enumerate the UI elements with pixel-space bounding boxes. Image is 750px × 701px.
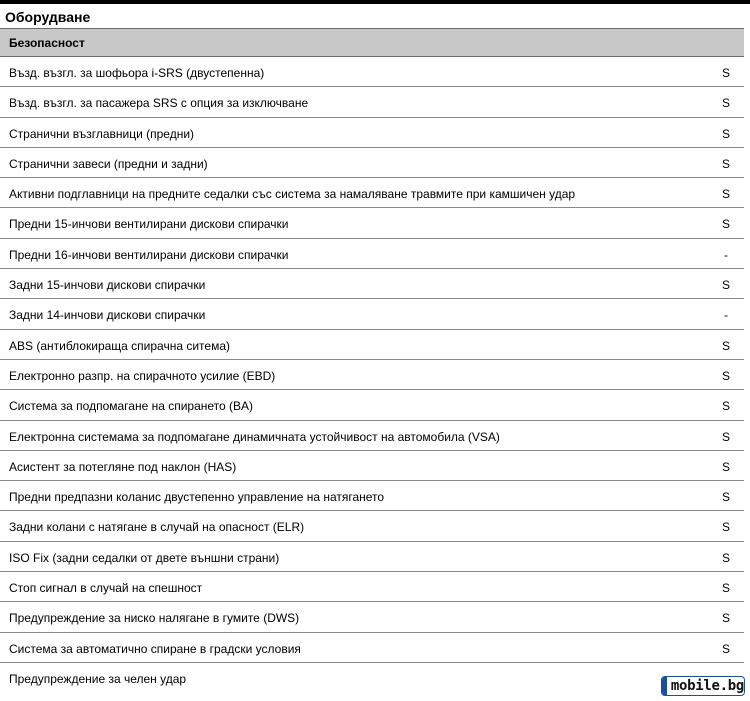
table-row bbox=[0, 481, 744, 511]
row-label: ABS (антиблокираща спирачна ситема) bbox=[9, 338, 230, 353]
row-label: Странични възглавници (предни) bbox=[9, 126, 195, 141]
row-label: Асистент за потегляне под наклон (HAS) bbox=[9, 459, 237, 474]
row-label: Задни 15-инчови дискови спирачки bbox=[9, 278, 206, 293]
table-row bbox=[0, 178, 744, 208]
row-value: S bbox=[721, 581, 730, 596]
table-row bbox=[0, 421, 744, 451]
table-row bbox=[0, 330, 744, 360]
row-value: S bbox=[721, 126, 730, 141]
section-title: Безопасност bbox=[9, 36, 85, 50]
row-value: - bbox=[724, 308, 728, 323]
row-value: S bbox=[721, 459, 730, 474]
equipment-table bbox=[0, 57, 744, 693]
row-value: S bbox=[721, 338, 730, 353]
row-value: - bbox=[724, 247, 728, 262]
row-value: S bbox=[721, 156, 730, 171]
row-label: Система за подпомагане на спирането (BA) bbox=[9, 399, 254, 414]
row-value: S bbox=[721, 520, 730, 535]
logo-bar bbox=[662, 677, 667, 695]
row-label: Предни 15-инчови вентилирани дискови спирачки bbox=[9, 217, 289, 232]
table-row bbox=[0, 360, 744, 390]
row-value: S bbox=[721, 399, 730, 414]
row-label: Възд. възгл. за пасажера SRS с опция за изключване bbox=[9, 96, 309, 111]
row-label: Задни 14-инчови дискови спирачки bbox=[9, 308, 206, 323]
row-label: Предни 16-инчови вентилирани дискови спирачки bbox=[9, 247, 289, 262]
row-value: S bbox=[721, 641, 730, 656]
row-label: ISO Fix (задни седалки от двете външни страни) bbox=[9, 550, 280, 565]
row-value: S bbox=[721, 278, 730, 293]
row-label: Възд. възгл. за шофьора i-SRS (двустепенна) bbox=[9, 66, 265, 80]
row-label: Електронно разпр. на спирачното усилие (EBD) bbox=[9, 368, 276, 383]
table-row bbox=[0, 511, 744, 541]
row-label: Стоп сигнал в случай на спешност bbox=[9, 581, 203, 596]
table-row bbox=[0, 269, 744, 299]
table-row bbox=[0, 148, 744, 178]
table-row bbox=[0, 57, 744, 87]
page-title: Оборудване bbox=[5, 9, 91, 25]
row-label: Електронна системама за подпомагане динамичната устойчивост на автомобила (VSA) bbox=[9, 429, 500, 444]
table-row bbox=[0, 87, 744, 117]
row-value: S bbox=[721, 490, 730, 505]
row-label: Задни колани с натягане в случай на опасност (ELR) bbox=[9, 520, 305, 535]
row-value: S bbox=[721, 611, 730, 626]
table-row bbox=[0, 572, 744, 602]
row-label: Предупреждение за челен удар bbox=[9, 671, 187, 686]
row-label: Система за автоматично спиране в градски условия bbox=[9, 641, 301, 656]
row-value: S bbox=[721, 96, 730, 111]
row-value: S bbox=[721, 66, 730, 80]
table-row bbox=[0, 451, 744, 481]
table-row bbox=[0, 299, 744, 329]
row-label: Предни предпазни коланис двустепенно управление на натягането bbox=[9, 490, 385, 505]
top-rule bbox=[0, 0, 750, 4]
section-header bbox=[0, 28, 744, 57]
row-value: S bbox=[721, 368, 730, 383]
table-row bbox=[0, 663, 744, 693]
mobile-bg-logo bbox=[661, 676, 745, 696]
row-value: S bbox=[721, 550, 730, 565]
row-label: Странични завеси (предни и задни) bbox=[9, 156, 208, 171]
table-row bbox=[0, 390, 744, 420]
row-label: Активни подглавници на предните седалки със система за намаляване травмите при камшичен удар bbox=[9, 187, 576, 202]
table-row bbox=[0, 239, 744, 269]
logo-text: mobile.bg bbox=[670, 678, 744, 694]
row-value: S bbox=[721, 217, 730, 232]
table-row bbox=[0, 633, 744, 663]
row-value: S bbox=[721, 187, 730, 202]
row-label: Предупреждение за ниско налягане в гумите (DWS) bbox=[9, 611, 300, 626]
table-row bbox=[0, 602, 744, 632]
table-row bbox=[0, 542, 744, 572]
table-row bbox=[0, 118, 744, 148]
table-row bbox=[0, 208, 744, 238]
row-value: S bbox=[721, 429, 730, 444]
